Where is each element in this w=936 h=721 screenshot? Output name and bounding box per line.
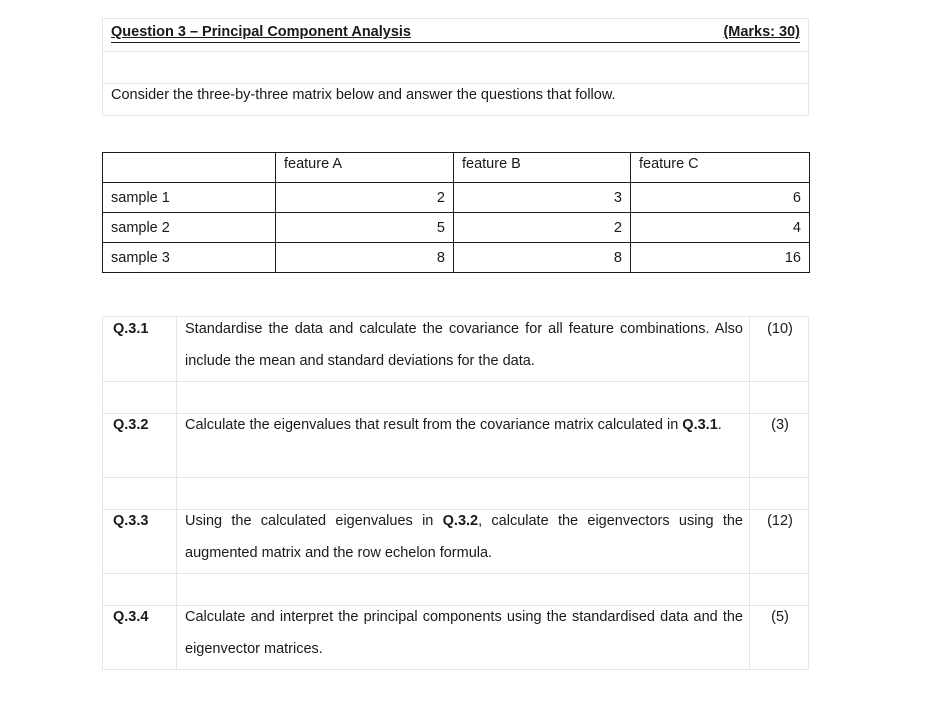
table-row: [103, 213, 810, 243]
question-title-row: [111, 22, 800, 43]
question-title: Question 3 – Principal Component Analysis: [111, 24, 411, 40]
table-header-cell: feature B: [454, 153, 631, 183]
divider: [103, 51, 808, 52]
table-cell: 4: [631, 213, 810, 243]
table-cell: 8: [276, 243, 454, 273]
question-marks: (5): [771, 609, 789, 625]
question-number: Q.3.4: [113, 609, 149, 625]
divider: [103, 83, 808, 84]
table-row: [103, 243, 810, 273]
intro-text: Consider the three-by-three matrix below and answer the questions that follow.: [111, 87, 616, 103]
table-cell: 2: [276, 183, 454, 213]
question-text: Calculate the eigenvalues that result from the covariance matrix calculated in Q.3.1.: [185, 417, 722, 433]
table-cell: 3: [454, 183, 631, 213]
question-number: Q.3.1: [113, 321, 149, 337]
question-number: Q.3.2: [113, 417, 149, 433]
table-cell: 16: [631, 243, 810, 273]
table-header-row: [103, 153, 810, 183]
question-header: [102, 18, 809, 116]
question-marks: (Marks: 30): [723, 24, 800, 40]
data-matrix-table: [102, 152, 810, 273]
table-row: [103, 183, 810, 213]
question-marks: (10): [767, 321, 793, 337]
question-text: Standardise the data and calculate the covariance for all feature combinations. Also include the mean and standard deviations for the data.: [185, 321, 743, 369]
table-cell: 5: [276, 213, 454, 243]
table-header-cell: feature C: [631, 153, 810, 183]
questions-grid: [102, 316, 809, 670]
row-divider: [103, 573, 808, 574]
question-text: Using the calculated eigenvalues in Q.3.2, calculate the eigenvectors using the augmented matrix and the row echelon formula.: [185, 513, 743, 561]
table-cell: 6: [631, 183, 810, 213]
question-marks: (12): [767, 513, 793, 529]
table-header-cell: feature A: [276, 153, 454, 183]
question-text: Calculate and interpret the principal components using the standardised data and the eigenvector matrices.: [185, 609, 743, 657]
column-divider: [176, 317, 177, 669]
table-cell: 2: [454, 213, 631, 243]
row-label: sample 2: [103, 213, 276, 243]
table-cell: 8: [454, 243, 631, 273]
row-divider: [103, 381, 808, 382]
question-number: Q.3.3: [113, 513, 149, 529]
row-divider: [103, 477, 808, 478]
table-header-cell: [103, 153, 276, 183]
question-marks: (3): [771, 417, 789, 433]
row-label: sample 3: [103, 243, 276, 273]
row-label: sample 1: [103, 183, 276, 213]
